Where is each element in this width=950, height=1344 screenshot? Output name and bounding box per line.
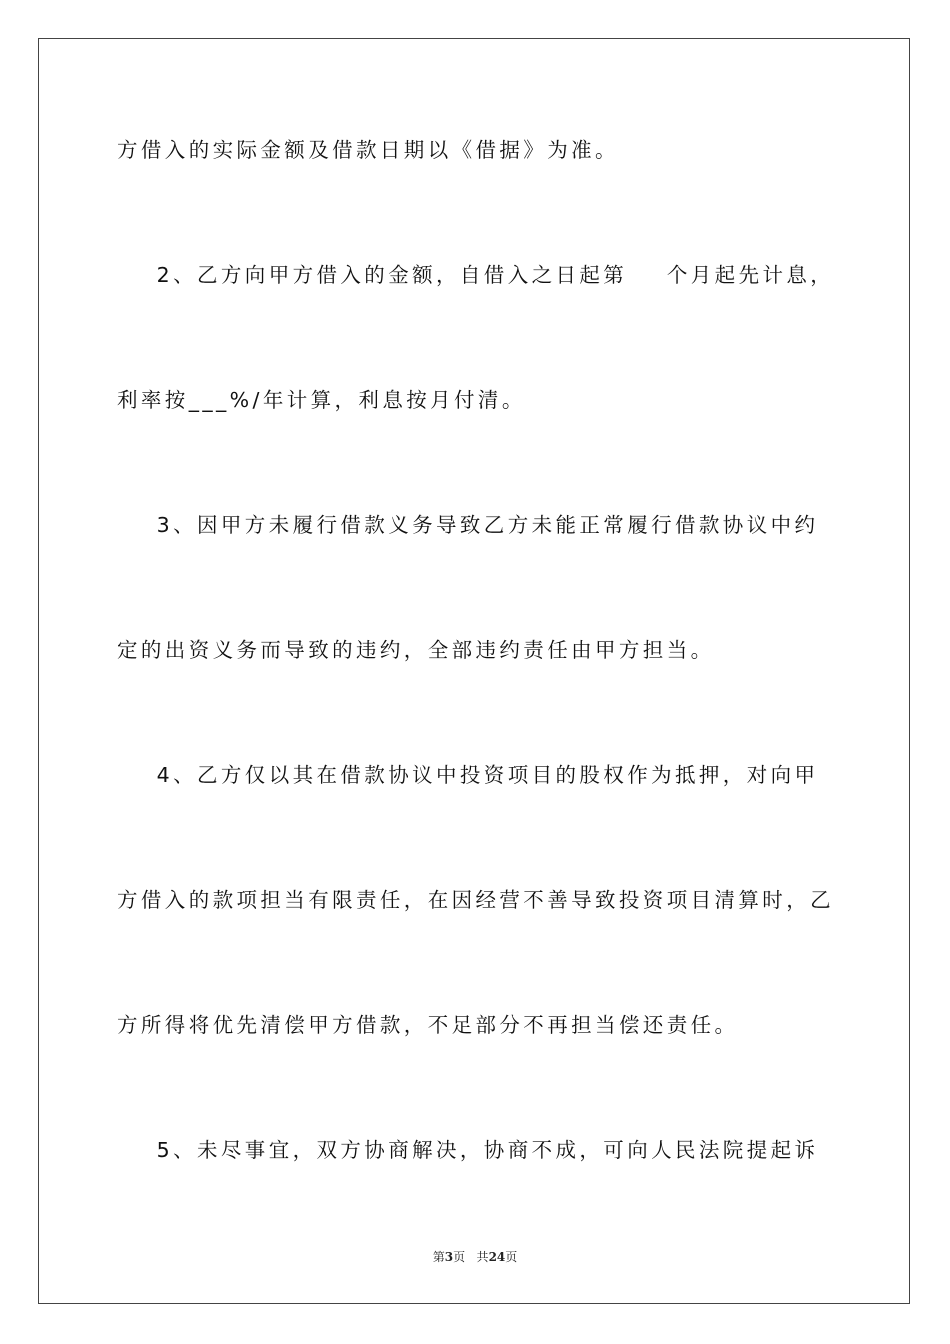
total-pages: 24 <box>488 1250 506 1264</box>
page-suffix: 页 <box>453 1250 466 1264</box>
text-line-4: 3、因甲方未履行借款义务导致乙方未能正常履行借款协议中约 <box>117 513 819 537</box>
text-line-7: 方借入的款项担当有限责任，在因经营不善导致投资项目清算时，乙 <box>117 888 834 912</box>
page-number: 3 <box>444 1250 454 1264</box>
page-border <box>38 38 910 1304</box>
text-line-6: 4、乙方仅以其在借款协议中投资项目的股权作为抵押，对向甲 <box>117 763 819 787</box>
total-prefix: 共 <box>476 1250 489 1264</box>
text-line-2: 2、乙方向甲方借入的金额，自借入之日起第 个月起先计息， <box>117 263 835 287</box>
text-line-5: 定的出资义务而导致的违约，全部违约责任由甲方担当。 <box>117 638 715 662</box>
text-line-3: 利率按___%/年计算，利息按月付清。 <box>117 388 526 412</box>
text-line-8: 方所得将优先清偿甲方借款，不足部分不再担当偿还责任。 <box>117 1013 739 1037</box>
page-prefix: 第 <box>432 1250 445 1264</box>
text-line-1: 方借入的实际金额及借款日期以《借据》为准。 <box>117 138 619 162</box>
page-footer <box>0 1248 950 1265</box>
text-line-9: 5、未尽事宜，双方协商解决，协商不成，可向人民法院提起诉 <box>117 1138 819 1162</box>
total-suffix: 页 <box>505 1250 518 1264</box>
